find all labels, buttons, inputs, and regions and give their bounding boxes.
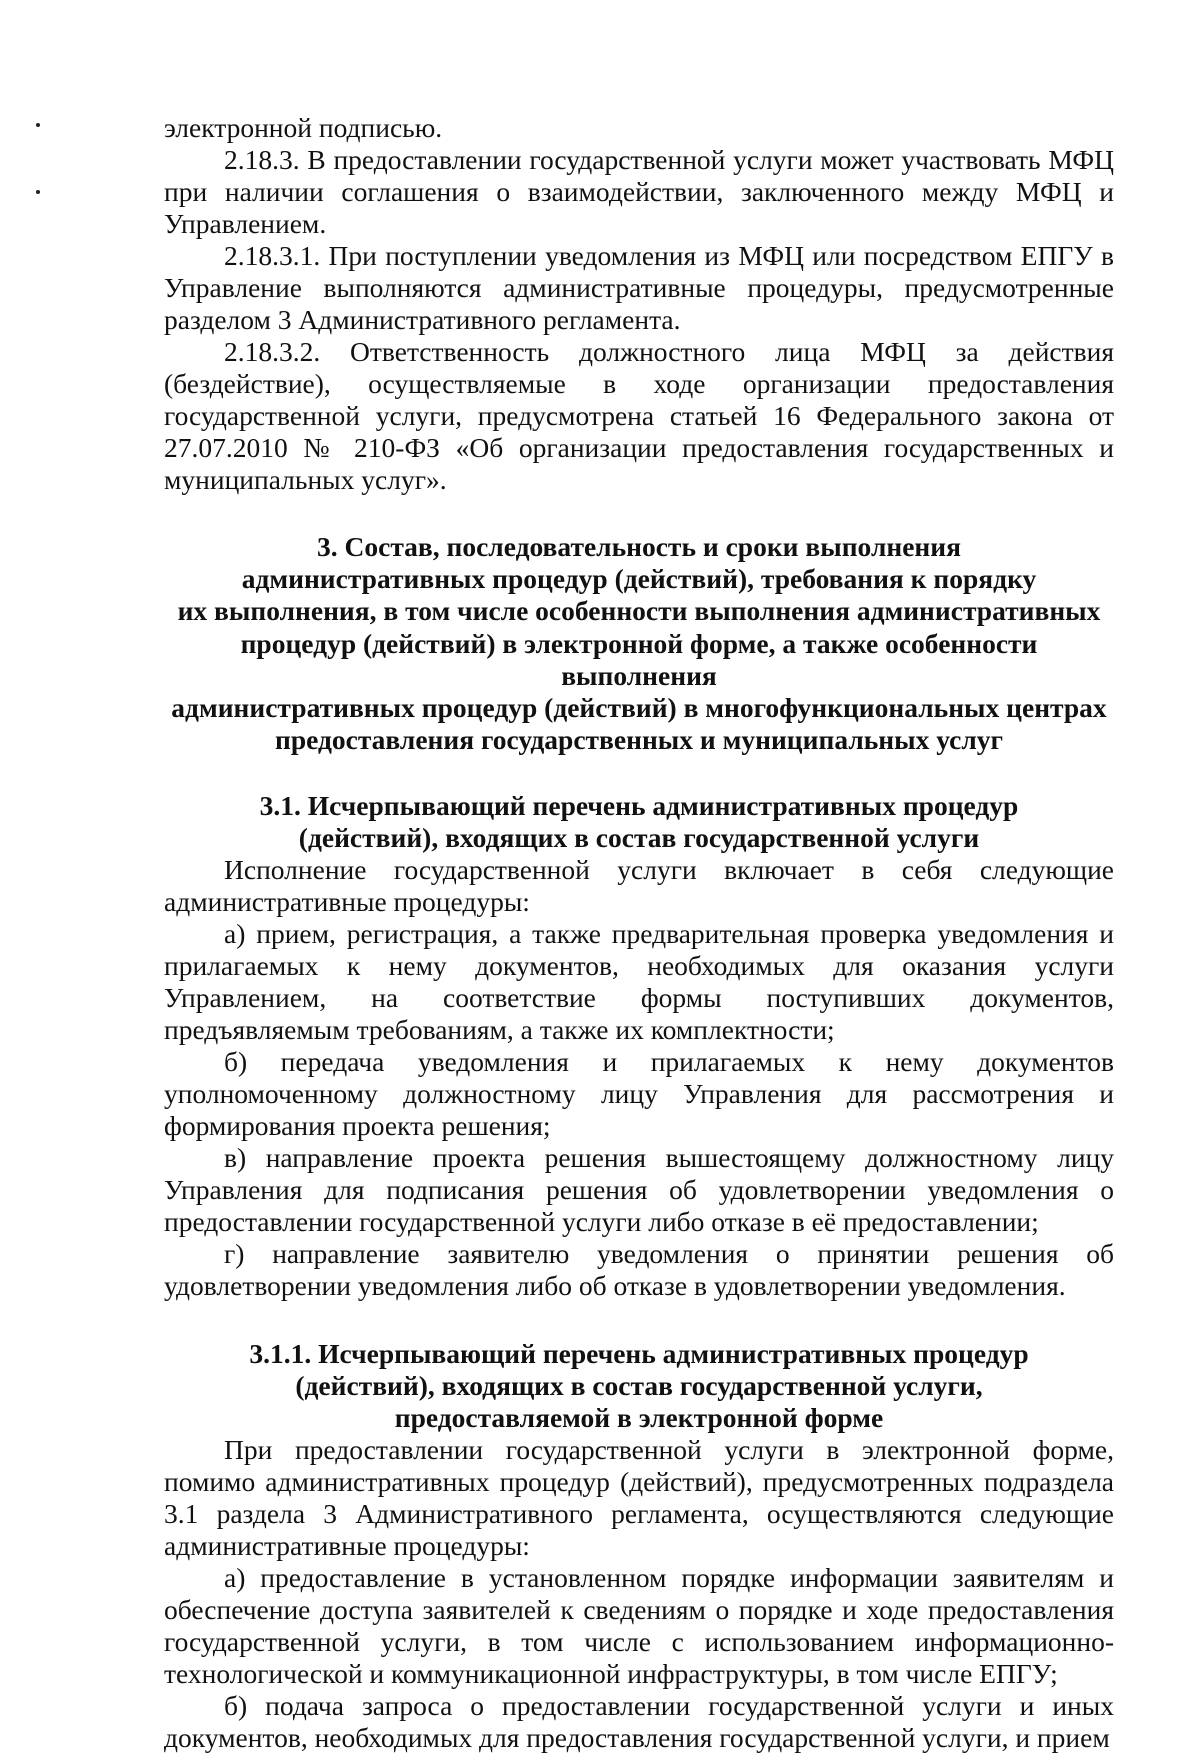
- heading-line: предоставления государственных и муниципальных услуг: [274, 724, 1004, 756]
- heading-line: 3.1. Исчерпывающий перечень административных процедур: [259, 790, 1019, 822]
- heading-line: их выполнения, в том числе особенности выполнения административных: [177, 595, 1101, 627]
- list-item: б) подача запроса о предоставлении государственной услуги и иных документов, необходимых для предоставления государственной услуги, и прием: [164, 1690, 1114, 1754]
- heading-line: предоставляемой в электронной форме: [394, 1402, 884, 1434]
- list-item: в) направление проекта решения вышестоящему должностному лицу Управления для подписания решения об удовлетворении уведомления о предоставлении государственной услуги либо отказе в её предоставлении;: [164, 1142, 1114, 1238]
- heading-line: 3.1.1. Исчерпывающий перечень административных процедур: [249, 1338, 1029, 1370]
- heading-line: административных процедур (действий) в многофункциональных центрах: [171, 692, 1107, 724]
- list-item: а) предоставление в установленном порядке информации заявителям и обеспечение доступа заявителей к сведениям о порядке и ходе предоставления государственной услуги, в том числе с использованием информационно-технологической и коммуникационной инфраструктуры, в том числе ЕПГУ;: [164, 1562, 1114, 1690]
- list-item: б) передача уведомления и прилагаемых к нему документов уполномоченному должностному лицу Управления для рассмотрения и формирования проекта решения;: [164, 1046, 1114, 1142]
- document-page: [164, 112, 1114, 1754]
- subsection-heading: [164, 1338, 1114, 1434]
- heading-line: процедур (действий) в электронной форме, а также особенности выполнения: [240, 627, 1038, 691]
- paragraph: При предоставлении государственной услуги в электронной форме, помимо административных процедур (действий), предусмотренных подраздела 3.1 раздела 3 Административного регламента, осуществляются следующие административные процедуры:: [164, 1434, 1114, 1562]
- heading-line: (действий), входящих в состав государственной услуги: [298, 822, 980, 854]
- list-item: а) прием, регистрация, а также предварительная проверка уведомления и прилагаемых к нему документов, необходимых для оказания услуги Управлением, на соответствие формы поступивших документов, предъявляемым требованиям, а также их комплектности;: [164, 918, 1114, 1046]
- heading-line: 3. Состав, последовательность и сроки выполнения: [317, 531, 961, 562]
- paragraph: электронной подписью.: [164, 112, 443, 143]
- paragraph: 2.18.3.2. Ответственность должностного лица МФЦ за действия (бездействие), осуществляемые в ходе организации предоставления государственной услуги, предусмотрена статьей 16 Федерального закона от 27.07.2010 № 210-ФЗ «Об организации предоставления государственных и муниципальных услуг».: [164, 336, 1114, 495]
- paragraph: 2.18.3. В предоставлении государственной услуги может участвовать МФЦ при наличии соглашения о взаимодействии, заключенного между МФЦ и Управлением.: [164, 144, 1114, 239]
- margin-mark: [36, 190, 40, 194]
- section-heading: [164, 531, 1114, 756]
- margin-mark: [36, 123, 40, 127]
- heading-line: (действий), входящих в состав государственной услуги,: [295, 1370, 983, 1402]
- paragraph: 2.18.3.1. При поступлении уведомления из МФЦ или посредством ЕПГУ в Управление выполняются административные процедуры, предусмотренные разделом 3 Административного регламента.: [164, 240, 1114, 335]
- list-item: г) направление заявителю уведомления о принятии решения об удовлетворении уведомления либо об отказе в удовлетворении уведомления.: [164, 1238, 1114, 1302]
- subsection-heading: [164, 790, 1114, 854]
- paragraph: Исполнение государственной услуги включает в себя следующие административные процедуры:: [164, 854, 1114, 918]
- heading-line: административных процедур (действий), требования к порядку: [241, 563, 1037, 595]
